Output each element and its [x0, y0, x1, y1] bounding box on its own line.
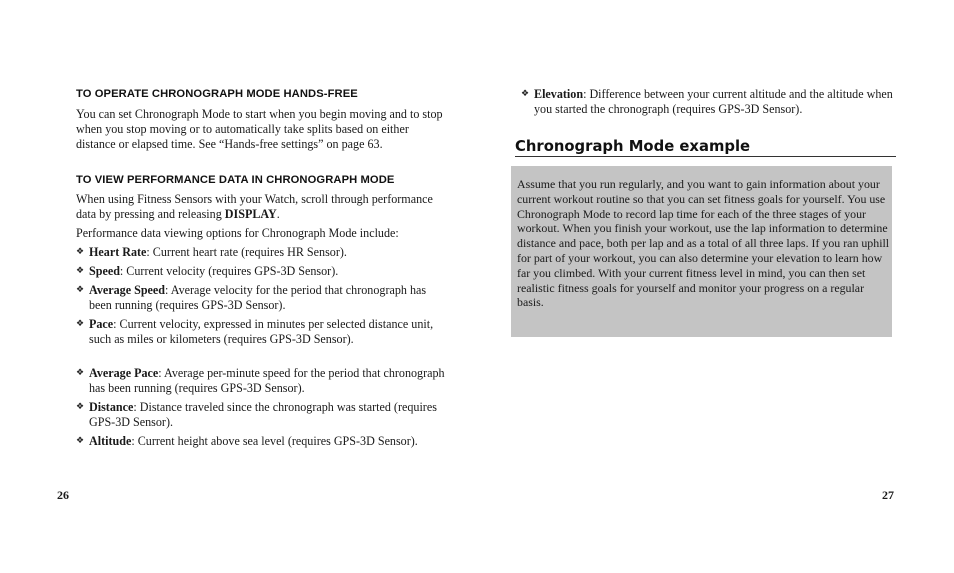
- example-box: [511, 166, 892, 337]
- para-options-intro: Performance data viewing options for Chronograph Mode include:: [76, 226, 399, 240]
- bullet-desc: : Current height above sea level (requires GPS-3D Sensor).: [131, 434, 418, 448]
- bullet-diamond-icon: ❖: [76, 247, 85, 257]
- heading-view-performance: TO VIEW PERFORMANCE DATA IN CHRONOGRAPH MODE: [76, 174, 395, 186]
- example-text: Assume that you run regularly, and you want to gain information about your current workout routine so that you can set fitness goals for yourself. You use Chronograph Mode to record lap time for each of the three stages of your workout. When you finish your workout, use the lap information to determine distance and pace, both per lap and as a total of all three laps. If you ran uphill for part of your workout, you can also determine your elevation to learn how far you climbed. With your current fitness level in mind, you can then set realistic fitness goals for yourself and monitor your progress on a regular basis.: [517, 177, 890, 310]
- bullet-term: Heart Rate: [89, 245, 147, 259]
- bullet-desc: : Distance traveled since the chronograph was started (requires GPS-3D Sensor).: [89, 400, 437, 429]
- para-scroll-data-text: When using Fitness Sensors with your Watch, scroll through performance data by pressing and releasing: [76, 192, 433, 221]
- bullet-diamond-icon: ❖: [76, 402, 85, 412]
- bullet-term: Altitude: [89, 434, 132, 448]
- bullet-heart-rate: [76, 245, 454, 260]
- bullet-speed: [76, 264, 454, 279]
- bullet-pace: [76, 317, 447, 347]
- bullet-desc: : Current heart rate (requires HR Sensor).: [146, 245, 347, 259]
- bullet-average-pace: [76, 366, 447, 396]
- display-key-label: DISPLAY: [224, 206, 277, 221]
- bullet-diamond-icon: ❖: [76, 368, 85, 378]
- bullet-term: Elevation: [534, 87, 584, 101]
- bullet-desc: : Current velocity, expressed in minutes per selected distance unit, such as miles or kilometers (requires GPS-3D Sensor).: [89, 317, 434, 346]
- bullet-desc: : Average per-minute speed for the period that chronograph has been running (requires GPS-3D Sensor).: [89, 366, 445, 395]
- bullet-term: Average Pace: [89, 366, 159, 380]
- page-number-left: 26: [57, 488, 69, 502]
- bullet-desc: : Current velocity (requires GPS-3D Sensor).: [119, 264, 339, 278]
- page-number-right: 27: [882, 488, 894, 502]
- bullet-altitude: [76, 434, 447, 449]
- bullet-diamond-icon: ❖: [76, 285, 85, 295]
- para-hands-free: You can set Chronograph Mode to start when you begin moving and to stop when you stop moving or to automatically take splits based on either distance or elapsed time. See “Hands-free settings” on page 63.: [76, 107, 443, 151]
- bullet-distance: [76, 400, 459, 430]
- section-title: Chronograph Mode example: [515, 138, 896, 157]
- bullet-desc: : Average velocity for the period that chronograph has been running (requires GPS-3D Sensor).: [89, 283, 427, 312]
- bullet-term: Average Speed: [89, 283, 166, 297]
- bullet-diamond-icon: ❖: [76, 319, 85, 329]
- para-scroll-data: [76, 192, 448, 222]
- bullet-average-speed: [76, 283, 447, 313]
- para-scroll-data-end: .: [276, 206, 280, 221]
- heading-hands-free: TO OPERATE CHRONOGRAPH MODE HANDS-FREE: [76, 88, 358, 100]
- bullet-term: Distance: [89, 400, 134, 414]
- bullet-desc: : Difference between your current altitude and the altitude when you started the chronograph (requires GPS-3D Sensor).: [534, 87, 893, 116]
- bullet-diamond-icon: ❖: [76, 266, 85, 276]
- bullet-term: Pace: [89, 317, 114, 331]
- bullet-elevation: [521, 87, 896, 117]
- bullet-diamond-icon: ❖: [76, 436, 85, 446]
- bullet-term: Speed: [89, 264, 120, 278]
- bullet-diamond-icon: ❖: [521, 89, 530, 99]
